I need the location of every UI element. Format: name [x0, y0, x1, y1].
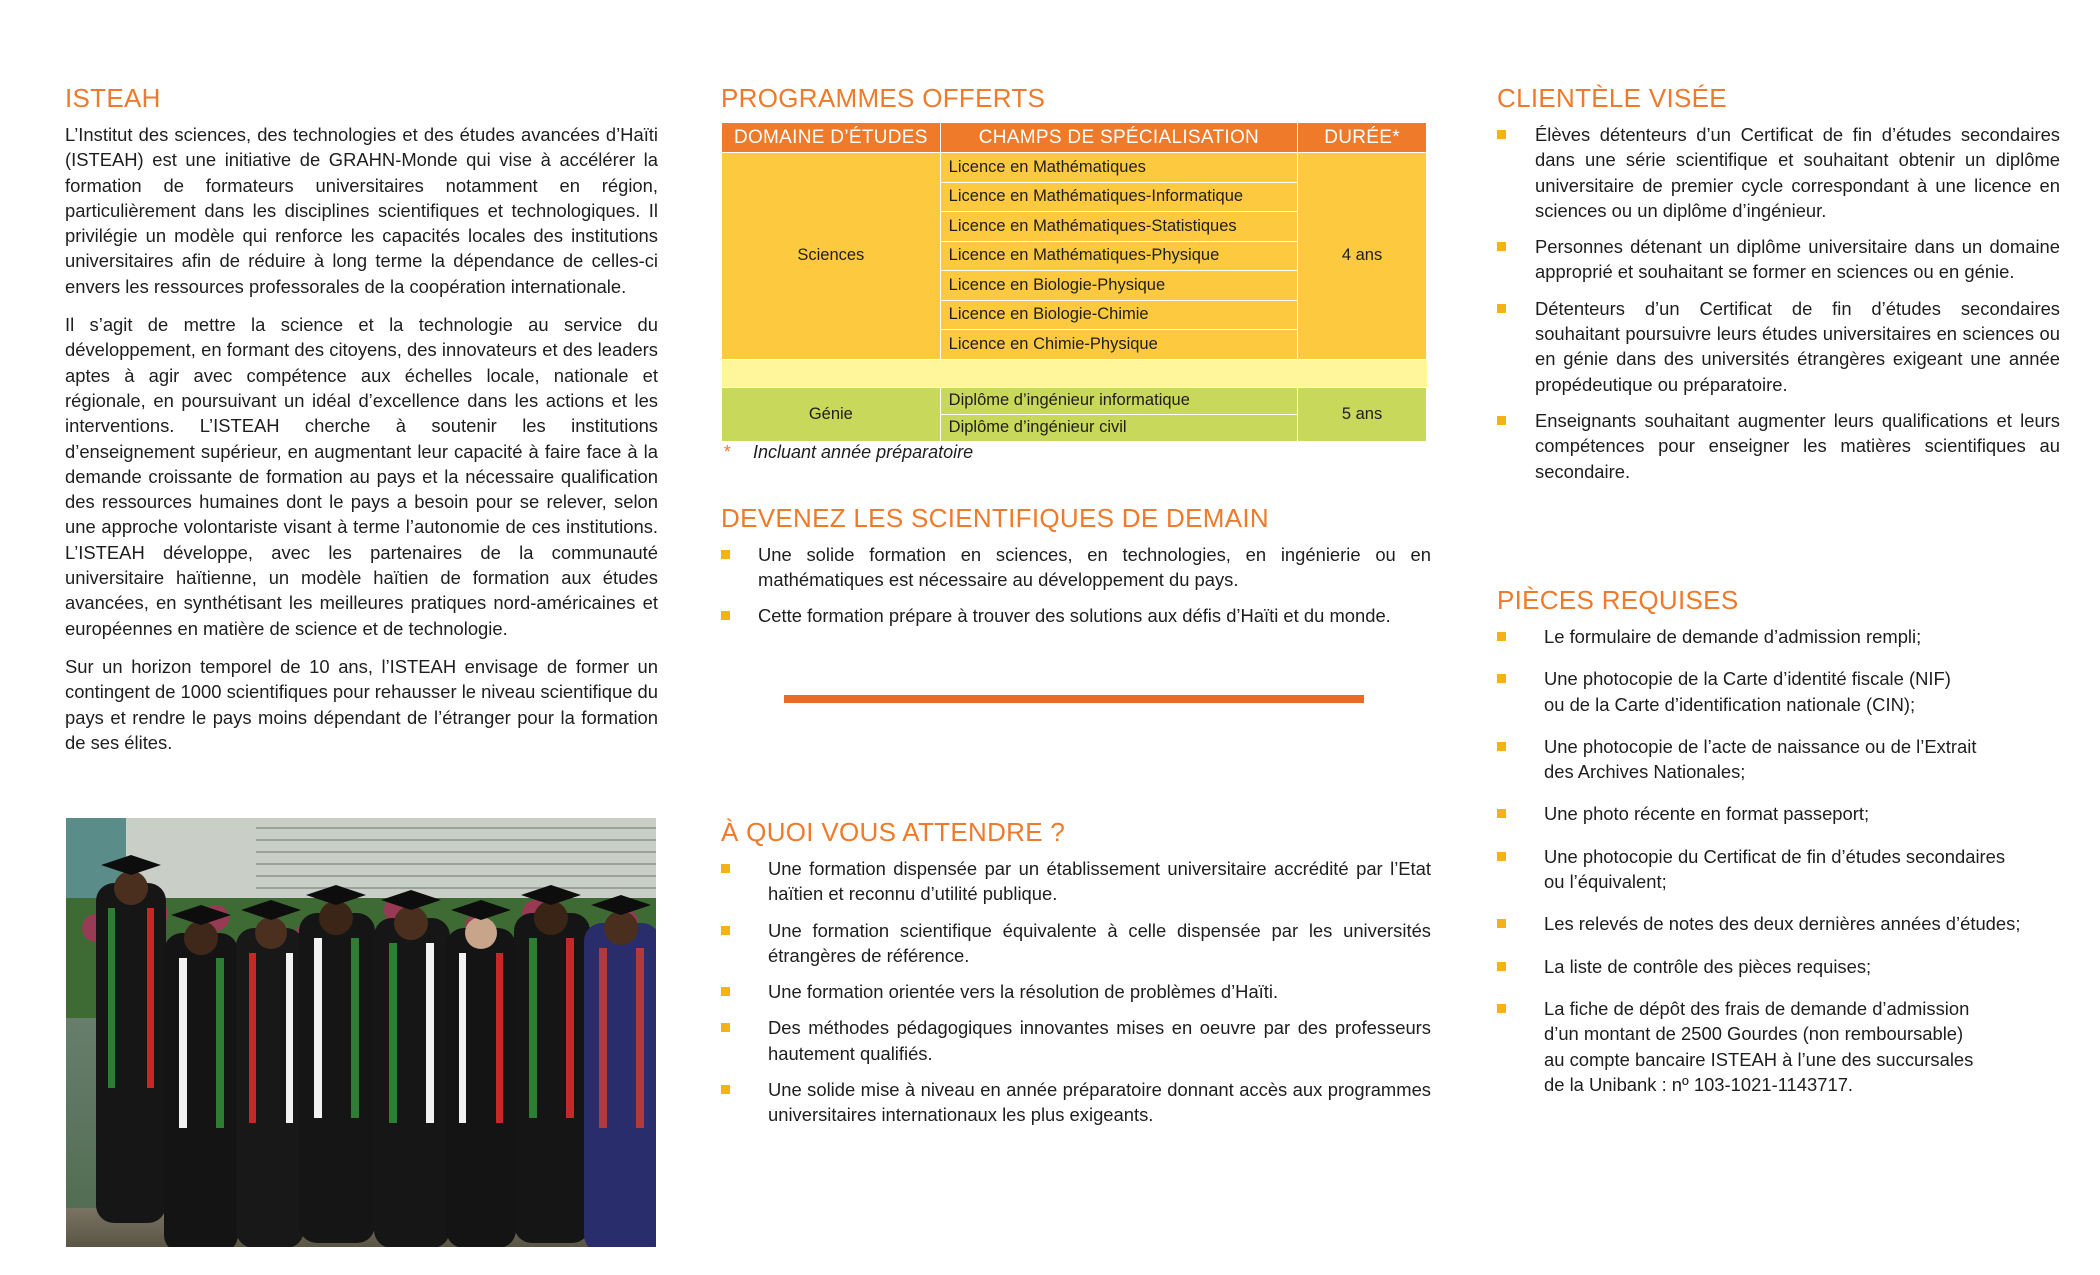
pieces-list — [1497, 624, 2060, 1097]
list-item-text: Cette formation prépare à trouver des solutions aux défis d’Haïti et du monde. — [758, 605, 1391, 627]
graduation-photo — [66, 818, 656, 1247]
pieces-section — [1497, 584, 2060, 1097]
list-item — [721, 1015, 1431, 1066]
table-spacer-row — [722, 359, 1427, 387]
bullet-square-icon — [721, 926, 730, 935]
list-item-line: La liste de contrôle des pièces requises; — [1544, 955, 1872, 977]
list-item — [721, 1077, 1431, 1128]
devenez-list — [721, 542, 1431, 629]
bullet-square-icon — [721, 1085, 730, 1094]
bullet-square-icon — [721, 864, 730, 873]
list-item-text: Une formation dispensée par un établissement universitaire accrédité par l’Etat haïtien et reconnu d’utilité publique. — [768, 858, 1431, 905]
specialisation-cell: Licence en Mathématiques-Informatique — [940, 182, 1297, 212]
list-item — [721, 603, 1431, 628]
bullet-square-icon — [1497, 1004, 1506, 1013]
list-item-text: Une solide formation en sciences, en technologies, en ingénierie ou en mathématiques est nécessaire au développement du pays. — [758, 543, 1431, 590]
list-item-line: de la Unibank : nº 103-1021-1143717. — [1544, 1073, 1854, 1095]
clientele-list — [1497, 122, 2060, 484]
bullet-square-icon — [1497, 852, 1506, 861]
list-item-line: La fiche de dépôt des frais de demande d’admission — [1544, 997, 1970, 1019]
isteah-section — [65, 82, 658, 768]
footnote-star: * — [723, 441, 731, 462]
table-header-duree: DURÉE* — [1298, 123, 1427, 153]
list-item-line: des Archives Nationales; — [1544, 761, 1746, 783]
bullet-square-icon — [1497, 962, 1506, 971]
bullet-square-icon — [1497, 130, 1506, 139]
programmes-title: PROGRAMMES OFFERTS — [721, 83, 1046, 113]
duration-genie: 5 ans — [1298, 387, 1427, 441]
list-item — [1497, 844, 2060, 895]
bullet-square-icon — [1497, 242, 1506, 251]
list-item — [1497, 666, 2060, 717]
isteah-paragraph-2: Il s’agit de mettre la science et la technologie au service du développement, en formant des citoyens, des innovateurs et des leaders aptes à agir avec compétence aux échelles locale, nationale et régionale, en poursuivant un idéal d’excellence dans les actions et les interventions. L’ISTEAH cherche à soutenir les institutions d’enseignement supérieur, en augmentant leur capacité à faire face à la demande croissante de formation au pays et la nécessaire qualification des ressources humaines dont le pays a besoin pour se relever, selon une approche volontariste visant à terme l’autonomie de ces institutions. L’ISTEAH développe, avec les partenaires de la communauté universitaire haïtienne, un modèle haïtien de formation aux études avancées, en synthétisant les meilleures pratiques nord-américaines et européennes en matière de science et de technologie. — [65, 314, 658, 639]
bullet-square-icon — [1497, 919, 1506, 928]
duration-sciences: 4 ans — [1298, 153, 1427, 360]
specialisation-cell: Licence en Biologie-Physique — [940, 271, 1297, 301]
bullet-square-icon — [721, 550, 730, 559]
programmes-section — [721, 82, 1431, 628]
attendre-list — [721, 856, 1431, 1128]
list-item — [721, 542, 1431, 593]
domain-genie: Génie — [722, 387, 941, 441]
specialisation-cell: Licence en Mathématiques — [940, 153, 1297, 183]
list-item-text: Détenteurs d’un Certificat de fin d’études secondaires souhaitant poursuivre leurs études universitaires en sciences ou en génie dans des universités étrangères exigeant une année propédeutique ou préparatoire. — [1535, 297, 2060, 395]
footnote-text: Incluant année préparatoire — [753, 441, 974, 462]
bullet-square-icon — [721, 987, 730, 996]
specialisation-cell: Licence en Mathématiques-Statistiques — [940, 212, 1297, 242]
list-item-line: Une photo récente en format passeport; — [1544, 803, 1870, 825]
list-item — [1497, 624, 2060, 649]
table-header-specialisation: CHAMPS DE SPÉCIALISATION — [940, 123, 1297, 153]
specialisation-cell: Licence en Mathématiques-Physique — [940, 241, 1297, 271]
list-item — [1497, 954, 2060, 979]
isteah-paragraph-1: L’Institut des sciences, des technologies et des études avancées d’Haïti (ISTEAH) est une initiative de GRAHN-Monde qui vise à accélérer la formation de formateurs universitaires notamment en région, particulièrement dans les disciplines scientifiques et technologiques. Il privilégie un modèle qui renforce les capacités locales des institutions universitaires afin de réduire à long terme la dépendance de celles-ci envers les ressources professorales de la coopération internationale. — [65, 124, 658, 297]
list-item — [1497, 801, 2060, 826]
clientele-section — [1497, 82, 2060, 484]
specialisation-cell: Diplôme d’ingénieur informatique — [940, 387, 1297, 414]
list-item-line: Une photocopie de la Carte d’identité fiscale (NIF) — [1544, 668, 1951, 690]
bullet-square-icon — [1497, 416, 1506, 425]
list-item-line: d’un montant de 2500 Gourdes (non remboursable) — [1544, 1023, 1964, 1045]
graduation-group-image — [66, 818, 656, 1247]
specialisation-cell: Licence en Biologie-Chimie — [940, 300, 1297, 330]
list-item-line: Les relevés de notes des deux dernières années d’études; — [1544, 913, 2021, 935]
domain-sciences: Sciences — [722, 153, 941, 360]
attendre-title: À QUOI VOUS ATTENDRE ? — [721, 817, 1066, 847]
list-item-text: Élèves détenteurs d’un Certificat de fin d’études secondaires dans une série scientifique et souhaitant obtenir un diplôme universitaire de premier cycle correspondant à une licence en sciences ou un diplôme d’ingénieur. — [1535, 124, 2060, 221]
table-footnote — [721, 442, 1431, 470]
isteah-title: ISTEAH — [65, 83, 161, 113]
isteah-paragraph-3: Sur un horizon temporel de 10 ans, l’ISTEAH envisage de former un contingent de 1000 scientifiques pour rehausser le niveau scientifique du pays et rendre le pays moins dépendant de l’étranger pour la formation de ses élites. — [65, 655, 658, 753]
list-item — [1497, 296, 2060, 397]
devenez-title: DEVENEZ LES SCIENTIFIQUES DE DEMAIN — [721, 502, 1269, 533]
bullet-square-icon — [721, 1023, 730, 1032]
bullet-square-icon — [1497, 674, 1506, 683]
list-item — [1497, 734, 2060, 785]
bullet-square-icon — [1497, 632, 1506, 641]
list-item-line: Une photocopie du Certificat de fin d’études secondaires — [1544, 845, 2006, 867]
specialisation-cell: Diplôme d’ingénieur civil — [940, 414, 1297, 441]
programmes-table — [721, 122, 1427, 442]
bullet-square-icon — [721, 611, 730, 620]
list-item-text: Enseignants souhaitant augmenter leurs qualifications et leurs compétences pour enseigner les matières scientifiques au secondaire. — [1535, 409, 2060, 482]
bullet-square-icon — [1497, 809, 1506, 818]
bullet-square-icon — [1497, 304, 1506, 313]
list-item — [721, 918, 1431, 969]
table-row — [722, 387, 1427, 414]
list-item — [1497, 408, 2060, 484]
list-item-line: Le formulaire de demande d’admission rempli; — [1544, 626, 1922, 647]
list-item — [1497, 996, 2060, 1097]
table-header-domaine: DOMAINE D’ÉTUDES — [722, 123, 941, 153]
list-item-line: au compte bancaire ISTEAH à l’une des succursales — [1544, 1048, 1974, 1070]
list-item — [721, 856, 1431, 907]
clientele-title: CLIENTÈLE VISÉE — [1497, 83, 1727, 113]
list-item — [1497, 122, 2060, 223]
list-item-text: Des méthodes pédagogiques innovantes mises en oeuvre par des professeurs hautement qualifiés. — [768, 1017, 1431, 1064]
list-item — [1497, 234, 2060, 285]
table-row — [722, 153, 1427, 183]
list-item — [1497, 911, 2060, 936]
list-item — [721, 979, 1431, 1004]
list-item-text: Une formation scientifique équivalente à celle dispensée par les universités étrangères de référence. — [768, 919, 1431, 966]
attendre-section — [721, 816, 1431, 1128]
list-item-text: Une solide mise à niveau en année préparatoire donnant accès aux programmes universitaires internationaux les plus exigeants. — [768, 1079, 1431, 1126]
orange-divider — [784, 695, 1364, 703]
bullet-square-icon — [1497, 742, 1506, 751]
list-item-text: Une formation orientée vers la résolution de problèmes d’Haïti. — [768, 981, 1279, 1003]
pieces-title: PIÈCES REQUISES — [1497, 585, 1739, 615]
list-item-line: ou l’équivalent; — [1544, 871, 1667, 893]
specialisation-cell: Licence en Chimie-Physique — [940, 330, 1297, 360]
list-item-line: ou de la Carte d’identification nationale (CIN); — [1544, 693, 1916, 715]
list-item-text: Personnes détenant un diplôme universitaire dans un domaine approprié et souhaitant se former en sciences ou en génie. — [1535, 236, 2060, 283]
list-item-line: Une photocopie de l’acte de naissance ou de l’Extrait — [1544, 735, 1977, 757]
